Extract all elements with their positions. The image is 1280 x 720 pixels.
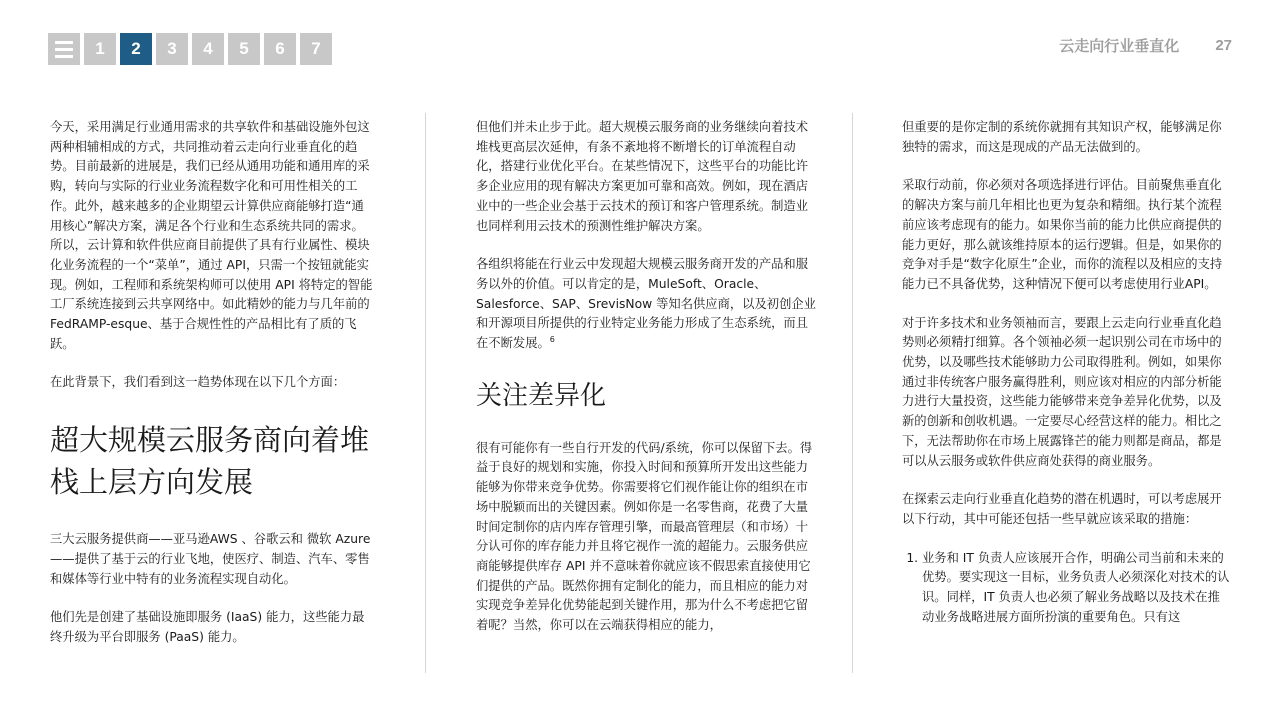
menu-button[interactable] [48,33,80,65]
paragraph: 采取行动前，你必须对各项选择进行评估。目前聚焦垂直化的解决方案与前几年相比也更为复杂和精细。执行某个流程前应该考虑现有的能力。如果你当前的能力比供应商提供的能力更好，那么就该维持原本的运行逻辑。但是，如果你的竞争对手是“数字化原生”企业，而你的流程以及相应的支持能力已不具备优势，这种情况下便可以考虑使用行业API。 [902,178,1223,291]
page-link-3[interactable]: 3 [156,33,188,65]
page-link-2-active[interactable]: 2 [120,33,152,65]
page-navigation [48,33,332,65]
paragraph: 很有可能你有一些自行开发的代码/系统，你可以保留下去。得益于良好的规划和实施，你投入时间和预算所开发出这些能力能够为你带来竞争优势。你需要将它们视作能让你的组织在市场中脱颖而出的关键因素。例如你是一名零售商，花费了大量时间定制你的店内库存管理引擎，而最高管理层（和市场）十分认可你的库存能力并且将它视作一流的超能力。云服务供应商能够提供库存 API 并不意味着你就应该不假思索直接使用它们提供的产品。既然你拥有定制化的能力，而且相应的能力对实现竞争差异化优势能起到关键作用，那为什么不考虑把它留着呢？当然，你可以在云端获得相应的能力， [476,440,813,633]
paragraph: 但他们并未止步于此。超大规模云服务商的业务继续向着技术堆栈更高层次延伸，有条不紊地将不断增长的订单流程自动化，搭建行业优化平台。在某些情况下，这些平台的功能比许多企业应用的现有解决方案更加可靠和高效。例如，现在酒店业中的一些企业会基于云技术的预订和客户管理系统。制造业也同样利用云技术的预测性维护解决方案。 [476,120,809,233]
paragraph: 今天，采用满足行业通用需求的共享软件和基础设施外包这两种相辅相成的方式，共同推动着云走向行业垂直化的趋势。目前最新的进展是，我们已经从通用功能和通用库的采购，转向与实际的行业业务流程数字化和可用性相关的工作。此外，越来越多的企业期望云计算供应商能够打造“通用核心”解决方案，满足各个行业和生态系统共同的需求。所以，云计算和软件供应商目前提供了具有行业属性、模块化业务流程的一个“菜单”，通过 API，只需一个按钮就能实现。例如，工程师和系统架构师可以使用 API 将特定的智能工厂系统连接到云共享网络中。如此精妙的能力与几年前的FedRAMP-esque、基于合规性性的产品相比有了质的飞跃。 [50,120,373,351]
page-link-4[interactable]: 4 [192,33,224,65]
paragraph: 在探索云走向行业垂直化趋势的潜在机遇时，可以考虑展开以下行动，其中可能还包括一些早就应该采取的措施： [902,492,1222,526]
paragraph: 对于许多技术和业务领袖而言，要跟上云走向行业垂直化趋势则必须精打细算。各个领袖必须一起识别公司在市场中的优势，以及哪些技术能够助力公司取得胜利。例如，如果你通过非传统客户服务赢得胜利，则应该对相应的内部分析能力进行大量投资，这些能力能够带来竞争差异化优势，以及新的创新和创收机遇。一定要尽心经营这样的能力。相比之下，无法帮助你在市场上展露锋芒的能力则都是商品，都是可以从云服务或软件供应商处获得的商业服务。 [902,315,1222,468]
footnote-marker[interactable]: 6 [549,334,555,344]
page-number: 27 [1215,37,1232,54]
page-link-7[interactable]: 7 [300,33,332,65]
paragraph: 在此背景下，我们看到这一趋势体现在以下几个方面： [50,375,346,390]
column-2 [476,118,818,655]
column-divider [425,113,426,673]
paragraph-with-footnote [476,255,818,354]
section-heading: 关注差异化 [476,380,607,411]
paragraph: 他们先是创建了基础设施即服务 (IaaS) 能力，这些能力最终升级为平台即服务 (PaaS) 能力。 [50,610,365,644]
column-divider [852,113,853,673]
page-link-5[interactable]: 5 [228,33,260,65]
paragraph-text: 各组织将能在行业云中发现超大规模云服务商开发的产品和服务以外的价值。可以肯定的是，MuleSoft、Oracle、Salesforce、SAP、SrevisNow 等知名供应商，以及初创企业和开源项目所提供的行业特定业务能力形成了生态系统，而且在不断发展。 [476,257,816,351]
page-link-6[interactable]: 6 [264,33,296,65]
section-heading: 超大规模云服务商向着堆栈上层方向发展 [50,423,370,500]
section-title: 云走向行业垂直化 [1059,38,1180,55]
column-3 [902,118,1232,627]
running-header [1059,35,1232,56]
hamburger-icon [55,41,73,58]
list-item: 1. 业务和 IT 负责人应该展开合作，明确公司当前和未来的优势。要实现这一目标，业务负责人必须深化对技术的认识。同样，IT 负责人也必须了解业务战略以及技术在推动业务战略进展方面所扮演的重要角色。只有这 [922,549,1232,628]
page-link-1[interactable]: 1 [84,33,116,65]
action-list [902,549,1232,628]
paragraph: 但重要的是你定制的系统你就拥有其知识产权，能够满足你独特的需求，而这是现成的产品无法做到的。 [902,120,1222,154]
paragraph: 三大云服务提供商——亚马逊AWS 、谷歌云和 微软 Azure——提供了基于云的行业飞地，使医疗、制造、汽车、零售和媒体等行业中特有的业务流程实现自动化。 [50,532,371,586]
column-1 [50,118,376,667]
